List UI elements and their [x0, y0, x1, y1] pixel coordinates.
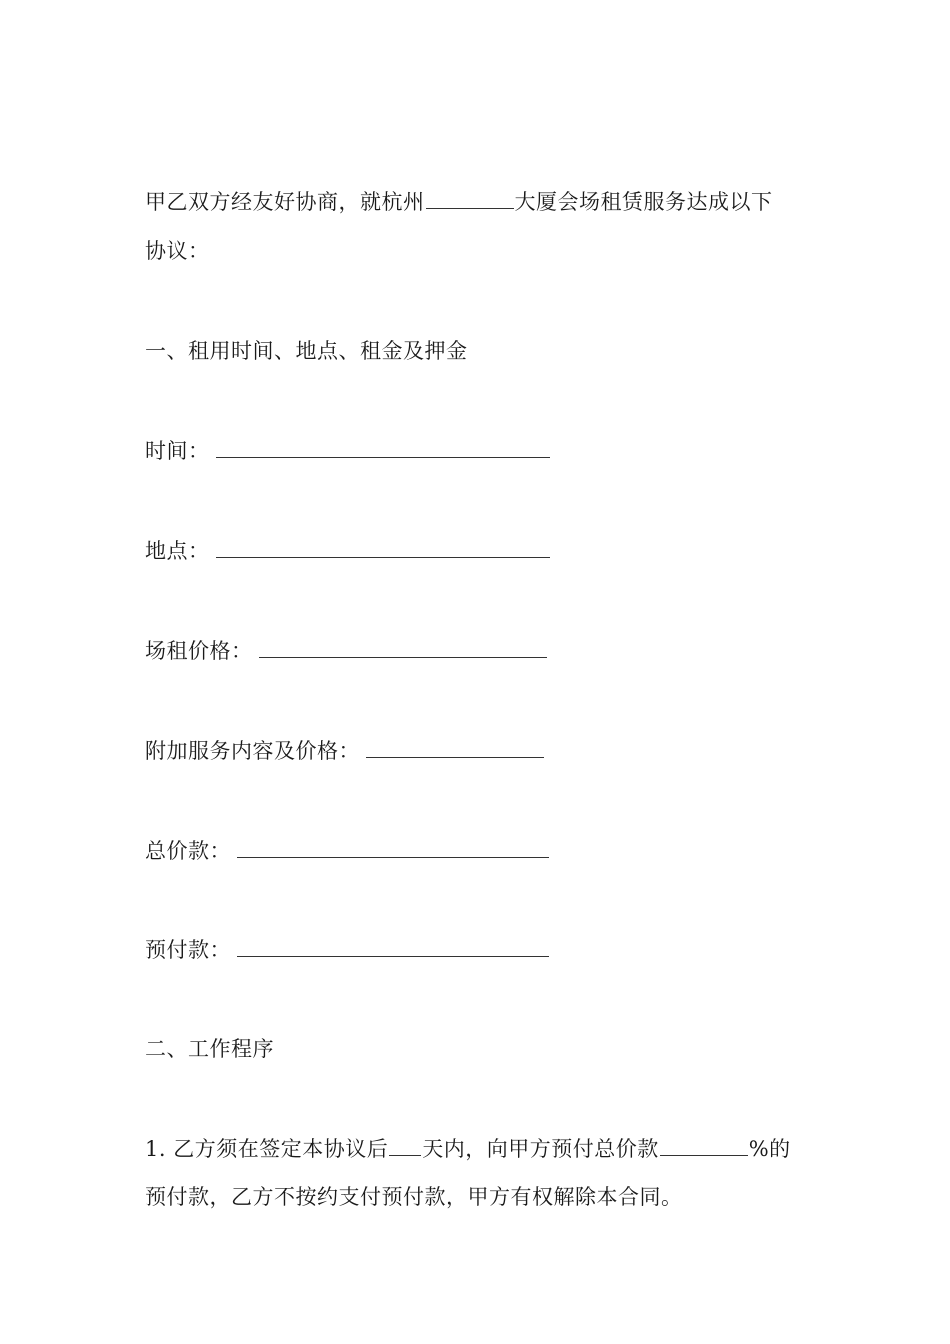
intro-line-2: 协议：: [145, 239, 210, 263]
field-extra-services: [145, 735, 544, 766]
item-1-text-part-3: %的: [748, 1137, 791, 1161]
intro-text-before-blank: 甲乙双方经友好协商，就杭州: [145, 190, 425, 214]
field-location-blank[interactable]: [216, 535, 550, 558]
days-blank[interactable]: [389, 1133, 421, 1156]
section-2-heading: 二、工作程序: [145, 1037, 274, 1061]
field-total-price: [145, 835, 549, 866]
field-location-label: 地点：: [145, 539, 210, 563]
intro-text-after-blank: 大厦会场租赁服务达成以下: [514, 190, 773, 214]
section-2-item-1-line-1: [145, 1133, 791, 1164]
field-time: [145, 435, 550, 466]
field-location: [145, 535, 550, 566]
field-prepayment-label: 预付款：: [145, 938, 231, 962]
section-1-heading: 一、租用时间、地点、租金及押金: [145, 339, 468, 363]
field-extra-services-blank[interactable]: [366, 735, 544, 758]
field-rent-price-label: 场租价格：: [145, 639, 253, 663]
field-extra-services-label: 附加服务内容及价格：: [145, 739, 360, 763]
field-rent-price: [145, 635, 547, 666]
building-name-blank[interactable]: [426, 186, 514, 209]
field-prepayment: [145, 934, 549, 965]
field-time-label: 时间：: [145, 439, 210, 463]
section-2-item-1-line-2: 预付款，乙方不按约支付预付款，甲方有权解除本合同。: [145, 1185, 683, 1209]
field-total-price-blank[interactable]: [237, 835, 549, 858]
field-rent-price-blank[interactable]: [259, 635, 547, 658]
intro-line-1: [145, 186, 773, 217]
field-prepayment-blank[interactable]: [237, 934, 549, 957]
item-1-text-part-1: 1. 乙方须在签定本协议后: [145, 1137, 389, 1161]
percent-blank[interactable]: [660, 1133, 748, 1156]
item-1-text-part-2: 天内，向甲方预付总价款: [422, 1137, 659, 1161]
field-time-blank[interactable]: [216, 435, 550, 458]
field-total-price-label: 总价款：: [145, 839, 231, 863]
